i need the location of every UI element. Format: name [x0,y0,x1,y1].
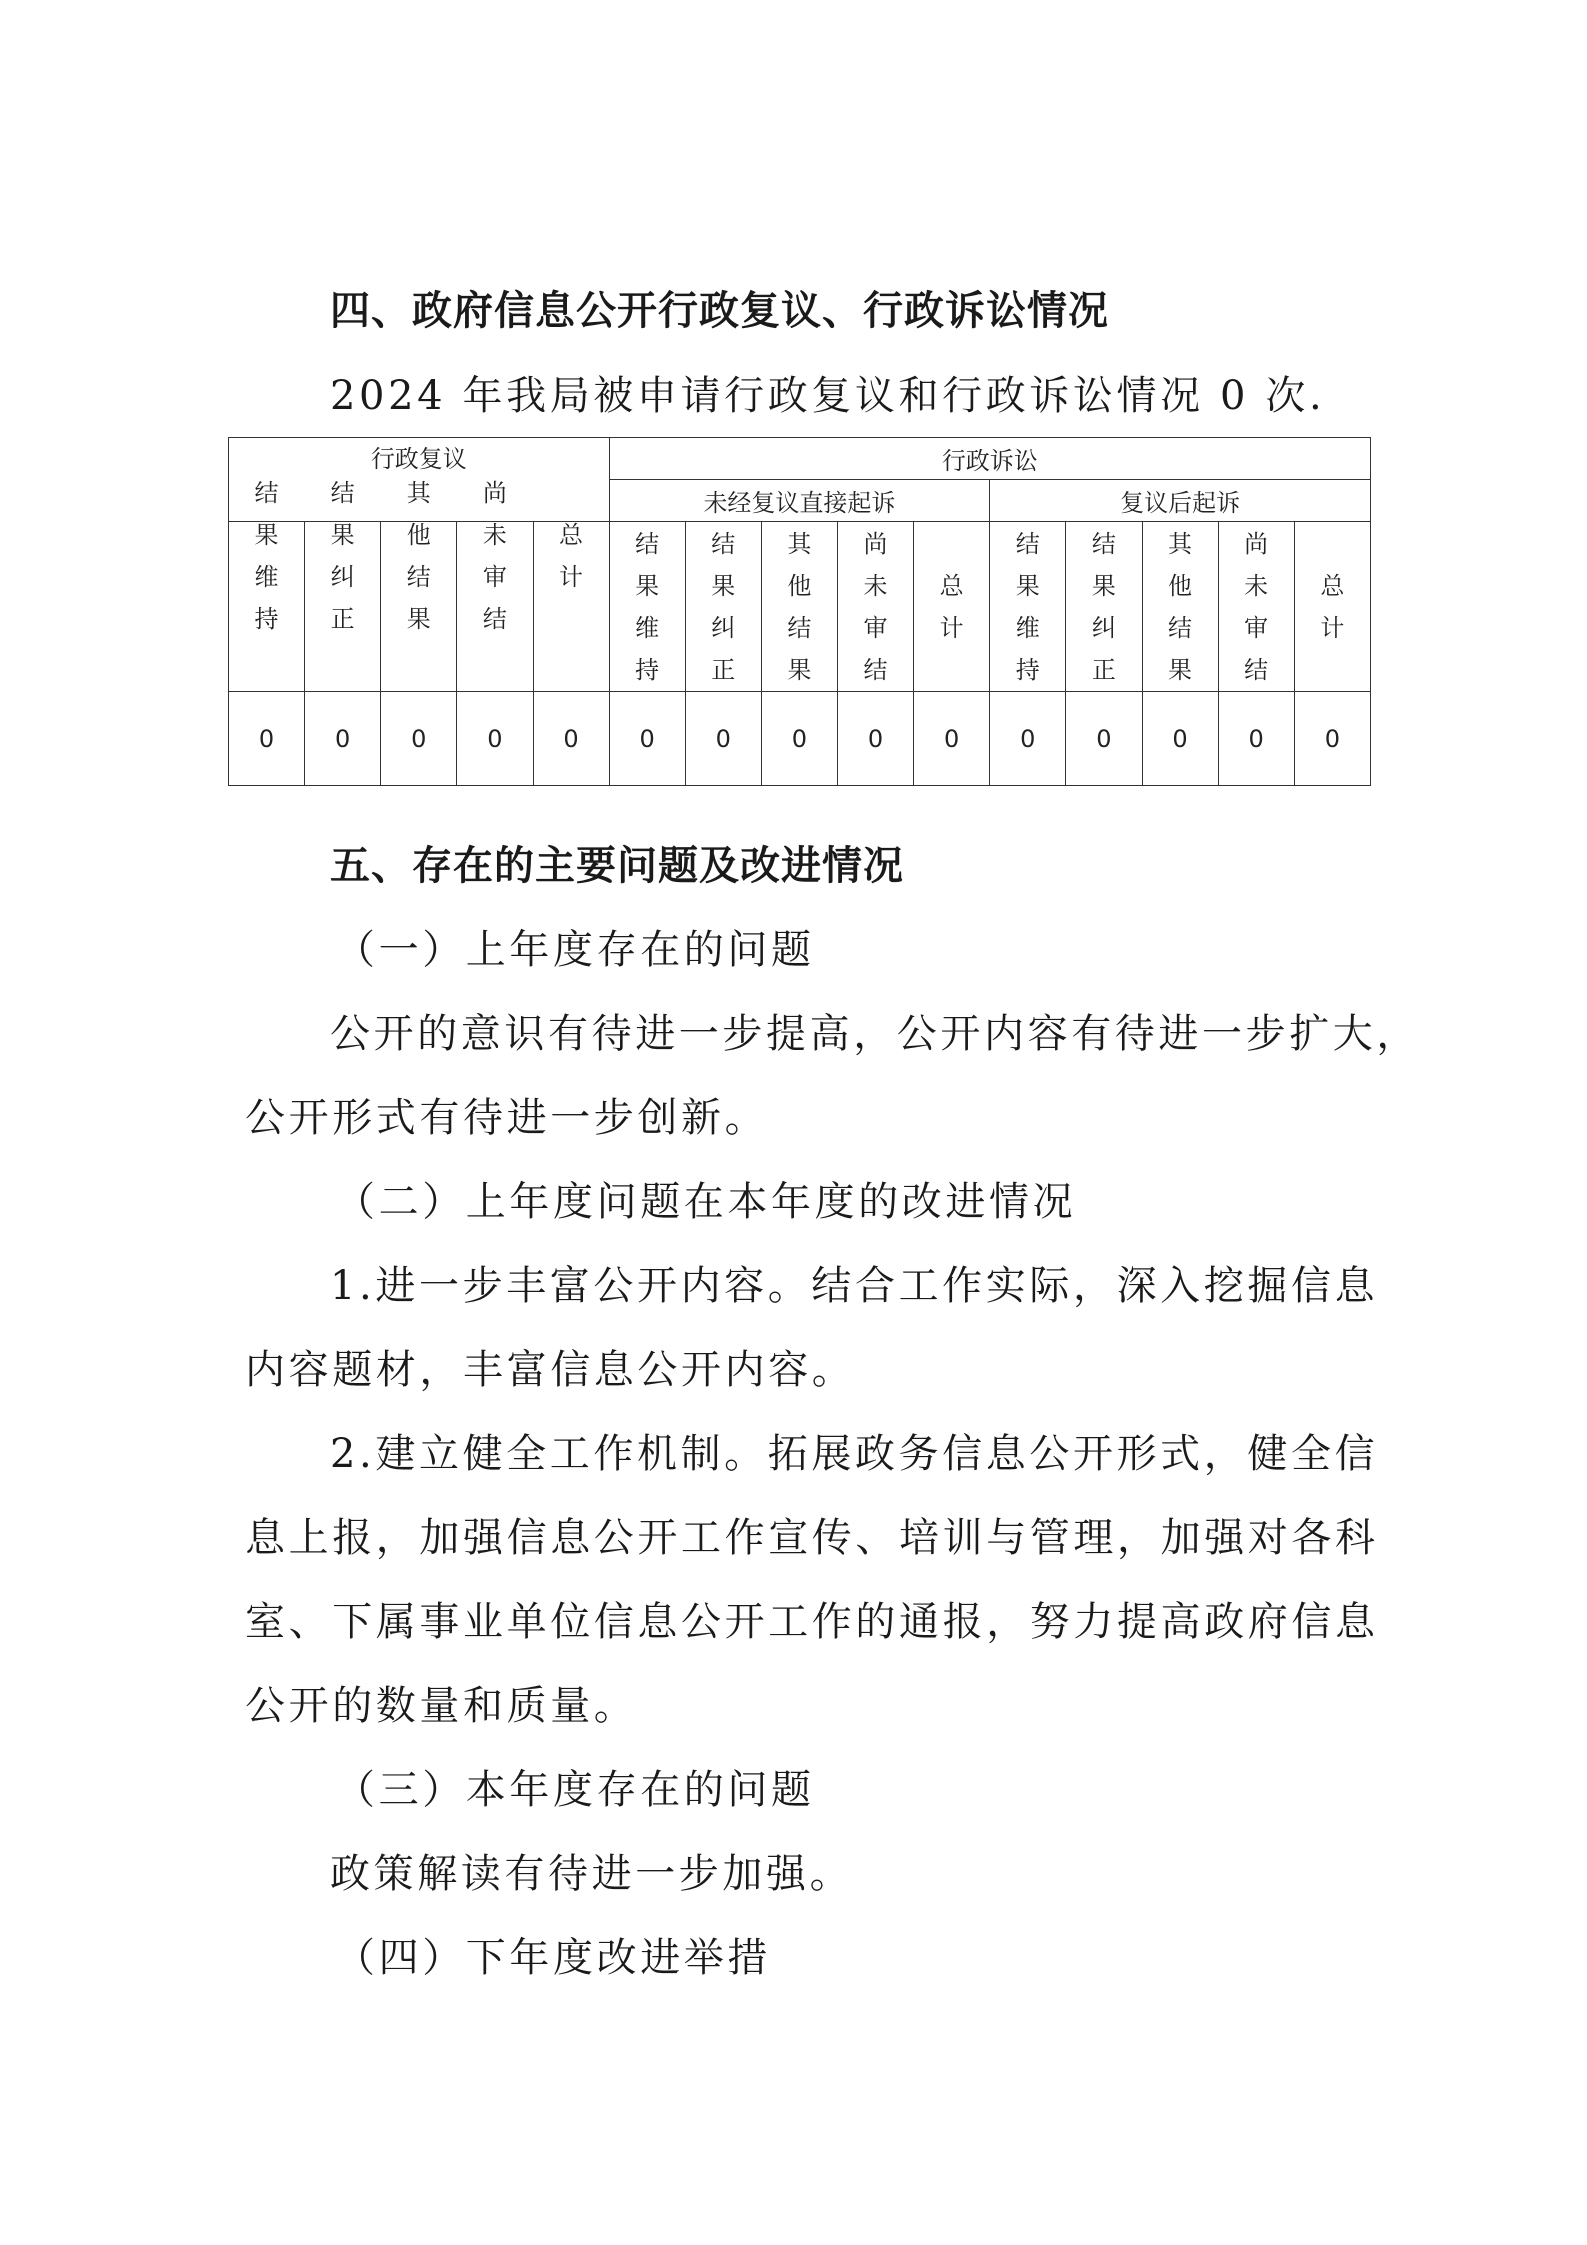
value-cell: 0 [914,692,990,786]
value-cell: 0 [457,692,533,786]
value-cell: 0 [685,692,761,786]
paragraph-line: 1.进一步丰富公开内容。结合工作实际，深入挖掘信息 [330,1263,1379,1309]
header-direct-lawsuit: 未经复议直接起诉 [609,480,990,522]
value-cell: 0 [609,692,685,786]
col-header-pending: 尚未审结 [1218,522,1294,692]
value-cell: 0 [990,692,1066,786]
value-cell: 0 [838,692,914,786]
col-header-other: 其他结果 [1142,522,1218,692]
paragraph-line: 公开形式有待进一步创新。 [245,1095,769,1141]
section-4-heading: 四、政府信息公开行政复议、行政诉讼情况 [330,288,1109,334]
value-cell: 0 [761,692,837,786]
paragraph-line: 政策解读有待进一步加强。 [330,1851,854,1897]
section-4-summary: 2024 年我局被申请行政复议和行政诉讼情况 0 次. [330,373,1326,419]
col-header-pending: 尚未审结 [457,522,533,692]
paragraph-line: 室、下属事业单位信息公开工作的通报，努力提高政府信息 [245,1599,1379,1645]
table-group-header-row [229,438,1371,480]
subsection-1-title: （一）上年度存在的问题 [335,927,815,973]
subsection-3-title: （三）本年度存在的问题 [335,1767,815,1813]
col-header-maintain: 结果维持 [229,522,305,692]
col-header-correct: 结果纠正 [1066,522,1142,692]
paragraph-line: 2.建立健全工作机制。拓展政务信息公开形式，健全信 [330,1431,1379,1477]
value-cell: 0 [1294,692,1370,786]
header-admin-review: 行政复议 [229,438,610,522]
col-header-maintain: 结果维持 [990,522,1066,692]
col-header-total: 总计 [1294,522,1370,692]
col-header-other: 其他结果 [381,522,457,692]
paragraph-line: 息上报，加强信息公开工作宣传、培训与管理，加强对各科 [245,1515,1379,1561]
header-admin-litigation: 行政诉讼 [609,438,1370,480]
col-header-total: 总计 [914,522,990,692]
col-header-correct: 结果纠正 [305,522,381,692]
col-header-maintain: 结果维持 [609,522,685,692]
value-cell: 0 [1218,692,1294,786]
col-header-correct: 结果纠正 [685,522,761,692]
value-cell: 0 [1142,692,1218,786]
col-header-other: 其他结果 [761,522,837,692]
col-header-total: 总计 [533,522,609,692]
review-litigation-table [228,437,1371,786]
paragraph-line: 内容题材，丰富信息公开内容。 [245,1347,856,1393]
section-5-heading: 五、存在的主要问题及改进情况 [330,843,904,889]
paragraph-line: 公开的意识有待进一步提高，公开内容有待进一步扩大， [330,1011,1420,1057]
value-cell: 0 [1066,692,1142,786]
table-values-row [229,692,1371,786]
value-cell: 0 [305,692,381,786]
col-header-pending: 尚未审结 [838,522,914,692]
subsection-4-title: （四）下年度改进举措 [335,1935,771,1981]
value-cell: 0 [229,692,305,786]
subsection-2-title: （二）上年度问题在本年度的改进情况 [335,1179,1077,1225]
paragraph-line: 公开的数量和质量。 [245,1683,638,1729]
value-cell: 0 [533,692,609,786]
value-cell: 0 [381,692,457,786]
header-lawsuit-after-review: 复议后起诉 [990,480,1371,522]
table-column-header-row [229,522,1371,692]
